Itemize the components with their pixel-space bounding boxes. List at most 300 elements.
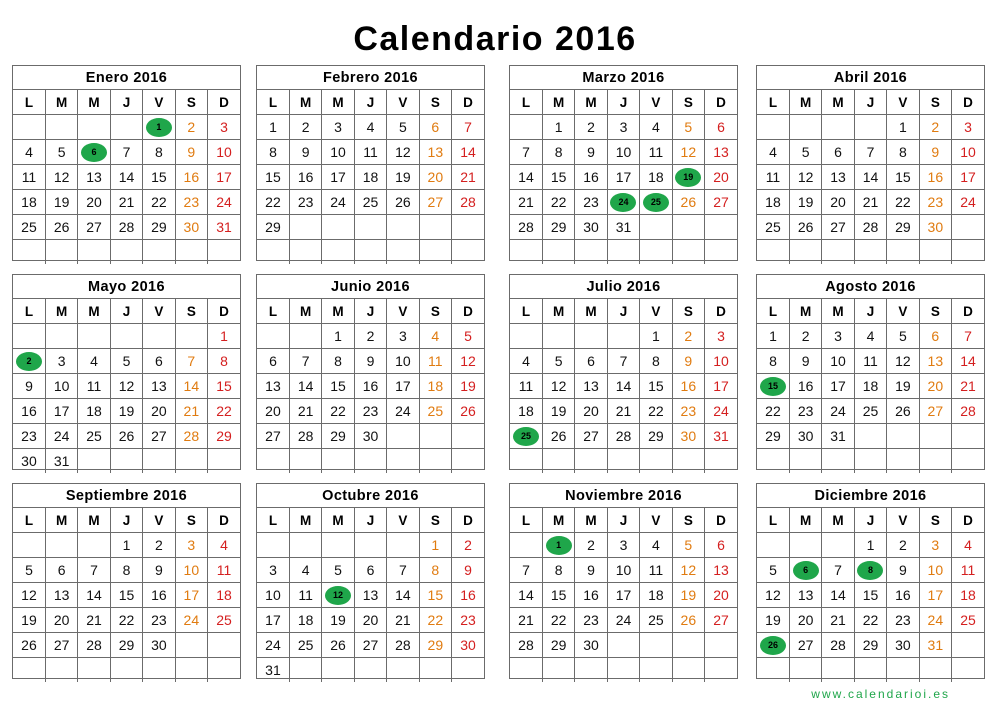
month-block (256, 65, 485, 261)
weekday-header: V (387, 90, 419, 115)
weekday-header: V (387, 508, 419, 533)
holiday-marker: 6 (81, 143, 107, 162)
day-cell (452, 658, 484, 683)
month-table (257, 508, 484, 682)
day-cell: 17 (705, 374, 737, 399)
day-cell: 2 (887, 533, 919, 558)
page-title: Calendario 2016 (353, 20, 637, 58)
month-block (256, 483, 485, 679)
week-row (257, 374, 484, 399)
day-cell: 22 (757, 399, 789, 424)
day-cell: 18 (78, 399, 110, 424)
day-cell: 18 (13, 190, 45, 215)
day-cell (419, 240, 451, 265)
day-cell (143, 115, 175, 140)
day-cell: 1 (110, 533, 142, 558)
day-cell (289, 324, 321, 349)
day-cell (789, 658, 821, 683)
day-cell: 28 (387, 633, 419, 658)
day-cell (45, 240, 77, 265)
day-cell (789, 449, 821, 474)
month-block (756, 65, 985, 261)
weekday-header: J (607, 299, 639, 324)
day-cell: 14 (854, 165, 886, 190)
day-cell: 19 (757, 608, 789, 633)
day-cell: 3 (322, 115, 354, 140)
week-row (757, 374, 984, 399)
day-cell: 15 (542, 583, 574, 608)
day-cell (757, 240, 789, 265)
day-cell: 25 (757, 215, 789, 240)
day-cell (640, 240, 672, 265)
month-name: Diciembre 2016 (757, 484, 984, 508)
day-cell: 6 (419, 115, 451, 140)
week-row (257, 140, 484, 165)
day-cell (322, 583, 354, 608)
day-cell (542, 240, 574, 265)
day-cell (854, 240, 886, 265)
day-cell: 6 (354, 558, 386, 583)
week-row (13, 399, 240, 424)
day-cell: 30 (452, 633, 484, 658)
day-cell: 14 (607, 374, 639, 399)
weekday-header: D (952, 299, 984, 324)
day-cell: 22 (640, 399, 672, 424)
month-name: Febrero 2016 (257, 66, 484, 90)
month-table (13, 90, 240, 264)
week-row (510, 608, 737, 633)
day-cell: 25 (13, 215, 45, 240)
day-cell (208, 658, 240, 683)
day-cell: 23 (143, 608, 175, 633)
month-name: Octubre 2016 (257, 484, 484, 508)
week-row (510, 399, 737, 424)
day-cell: 14 (110, 165, 142, 190)
day-cell (757, 658, 789, 683)
day-cell: 26 (45, 215, 77, 240)
week-row (13, 190, 240, 215)
day-cell: 14 (387, 583, 419, 608)
weekday-header: J (854, 299, 886, 324)
day-cell (143, 658, 175, 683)
week-row (257, 165, 484, 190)
month-name: Abril 2016 (757, 66, 984, 90)
day-cell: 18 (952, 583, 984, 608)
holiday-marker: 15 (760, 377, 786, 396)
day-cell (822, 658, 854, 683)
day-cell: 5 (542, 349, 574, 374)
day-cell: 19 (322, 608, 354, 633)
day-cell: 7 (175, 349, 207, 374)
holiday-marker: 6 (793, 561, 819, 580)
day-cell (143, 449, 175, 474)
day-cell (575, 240, 607, 265)
day-cell (607, 240, 639, 265)
day-cell (510, 449, 542, 474)
day-cell: 21 (510, 190, 542, 215)
month-table (510, 508, 737, 682)
day-cell: 13 (575, 374, 607, 399)
weekday-header: D (452, 90, 484, 115)
day-cell: 7 (289, 349, 321, 374)
month-table (257, 299, 484, 473)
day-cell: 20 (354, 608, 386, 633)
day-cell: 12 (887, 349, 919, 374)
day-cell (510, 324, 542, 349)
weekday-header: D (208, 299, 240, 324)
week-row (257, 608, 484, 633)
weekday-header: V (640, 90, 672, 115)
holiday-marker: 26 (760, 636, 786, 655)
day-cell: 7 (510, 558, 542, 583)
day-cell: 22 (542, 608, 574, 633)
day-cell: 24 (175, 608, 207, 633)
day-cell: 6 (257, 349, 289, 374)
day-cell (854, 658, 886, 683)
day-cell: 24 (208, 190, 240, 215)
day-cell: 5 (322, 558, 354, 583)
day-cell: 14 (452, 140, 484, 165)
day-cell: 10 (705, 349, 737, 374)
week-row (257, 190, 484, 215)
weekday-header: M (542, 508, 574, 533)
weekday-header: L (757, 90, 789, 115)
day-cell: 29 (887, 215, 919, 240)
day-cell: 3 (175, 533, 207, 558)
day-cell (854, 558, 886, 583)
week-row (510, 658, 737, 683)
day-cell (110, 324, 142, 349)
day-cell: 31 (257, 658, 289, 683)
day-cell (575, 324, 607, 349)
day-cell (45, 115, 77, 140)
day-cell: 21 (452, 165, 484, 190)
holiday-marker: 1 (146, 118, 172, 137)
week-row (510, 349, 737, 374)
day-cell (952, 424, 984, 449)
day-cell: 13 (257, 374, 289, 399)
day-cell: 28 (510, 633, 542, 658)
week-row (13, 608, 240, 633)
day-cell: 17 (175, 583, 207, 608)
day-cell: 6 (143, 349, 175, 374)
weekday-header: D (705, 508, 737, 533)
day-cell: 16 (452, 583, 484, 608)
day-cell: 25 (952, 608, 984, 633)
day-cell (387, 215, 419, 240)
day-cell: 3 (387, 324, 419, 349)
day-cell: 24 (705, 399, 737, 424)
week-row (757, 215, 984, 240)
week-row (757, 349, 984, 374)
day-cell: 19 (887, 374, 919, 399)
day-cell: 6 (45, 558, 77, 583)
day-cell (208, 240, 240, 265)
day-cell (822, 240, 854, 265)
day-cell: 18 (757, 190, 789, 215)
weekday-header: S (419, 508, 451, 533)
day-cell: 11 (640, 558, 672, 583)
day-cell: 3 (208, 115, 240, 140)
day-cell: 8 (887, 140, 919, 165)
day-cell: 10 (952, 140, 984, 165)
day-cell: 29 (208, 424, 240, 449)
day-cell (887, 658, 919, 683)
day-cell: 16 (887, 583, 919, 608)
day-cell: 20 (789, 608, 821, 633)
weekday-header: V (640, 299, 672, 324)
day-cell: 3 (45, 349, 77, 374)
day-cell (13, 240, 45, 265)
week-row (510, 215, 737, 240)
day-cell: 22 (257, 190, 289, 215)
day-cell: 30 (143, 633, 175, 658)
weekday-header: L (757, 508, 789, 533)
day-cell (510, 240, 542, 265)
day-cell: 4 (13, 140, 45, 165)
weekday-header: S (672, 90, 704, 115)
day-cell (452, 215, 484, 240)
day-cell (322, 533, 354, 558)
holiday-marker: 24 (610, 193, 636, 212)
day-cell: 27 (789, 633, 821, 658)
day-cell: 23 (919, 190, 951, 215)
day-cell (110, 658, 142, 683)
day-cell: 11 (757, 165, 789, 190)
day-cell: 24 (919, 608, 951, 633)
day-cell: 5 (789, 140, 821, 165)
day-cell (607, 449, 639, 474)
week-row (13, 449, 240, 474)
month-block (509, 65, 738, 261)
day-cell: 29 (143, 215, 175, 240)
day-cell: 21 (854, 190, 886, 215)
day-cell: 1 (887, 115, 919, 140)
day-cell: 13 (78, 165, 110, 190)
day-cell: 13 (822, 165, 854, 190)
day-cell (542, 449, 574, 474)
day-cell: 23 (452, 608, 484, 633)
weekday-header: J (354, 90, 386, 115)
day-cell: 10 (208, 140, 240, 165)
weekday-header: M (575, 508, 607, 533)
weekday-header: V (887, 508, 919, 533)
day-cell: 9 (575, 140, 607, 165)
day-cell: 21 (175, 399, 207, 424)
day-cell: 8 (257, 140, 289, 165)
weekday-header: M (822, 299, 854, 324)
weekday-header: M (322, 299, 354, 324)
day-cell (672, 658, 704, 683)
day-cell: 8 (143, 140, 175, 165)
weekday-header: S (419, 90, 451, 115)
weekday-header: J (854, 508, 886, 533)
day-cell (510, 115, 542, 140)
day-cell: 1 (542, 115, 574, 140)
day-cell (952, 633, 984, 658)
day-cell: 7 (952, 324, 984, 349)
day-cell: 4 (640, 115, 672, 140)
day-cell: 3 (607, 115, 639, 140)
day-cell: 30 (354, 424, 386, 449)
week-row (13, 633, 240, 658)
weekday-header: M (789, 508, 821, 533)
weekday-header: V (640, 508, 672, 533)
day-cell: 24 (322, 190, 354, 215)
day-cell (919, 449, 951, 474)
day-cell: 29 (419, 633, 451, 658)
day-cell: 13 (919, 349, 951, 374)
week-row (757, 583, 984, 608)
day-cell (510, 658, 542, 683)
day-cell: 29 (542, 215, 574, 240)
day-cell: 28 (452, 190, 484, 215)
day-cell: 11 (419, 349, 451, 374)
day-cell: 14 (822, 583, 854, 608)
month-name: Agosto 2016 (757, 275, 984, 299)
day-cell (78, 240, 110, 265)
day-cell: 4 (354, 115, 386, 140)
day-cell: 16 (289, 165, 321, 190)
day-cell: 24 (387, 399, 419, 424)
day-cell (143, 240, 175, 265)
month-name: Mayo 2016 (13, 275, 240, 299)
month-name: Julio 2016 (510, 275, 737, 299)
day-cell: 4 (419, 324, 451, 349)
day-cell (354, 215, 386, 240)
day-cell: 11 (952, 558, 984, 583)
day-cell: 4 (289, 558, 321, 583)
day-cell: 8 (542, 140, 574, 165)
day-cell: 22 (208, 399, 240, 424)
day-cell: 24 (822, 399, 854, 424)
day-cell (78, 658, 110, 683)
weekday-header: J (607, 90, 639, 115)
week-row (257, 533, 484, 558)
day-cell: 13 (143, 374, 175, 399)
day-cell: 11 (510, 374, 542, 399)
day-cell: 20 (419, 165, 451, 190)
day-cell: 13 (45, 583, 77, 608)
day-cell: 9 (575, 558, 607, 583)
weekday-header: V (887, 299, 919, 324)
day-cell: 26 (110, 424, 142, 449)
month-table (757, 90, 984, 264)
day-cell: 9 (887, 558, 919, 583)
day-cell: 14 (175, 374, 207, 399)
day-cell: 10 (919, 558, 951, 583)
day-cell (887, 240, 919, 265)
day-cell (919, 424, 951, 449)
day-cell: 10 (322, 140, 354, 165)
week-row (757, 533, 984, 558)
day-cell: 5 (387, 115, 419, 140)
month-block (256, 274, 485, 470)
day-cell: 7 (822, 558, 854, 583)
day-cell (387, 658, 419, 683)
weekday-header: L (13, 508, 45, 533)
day-cell (452, 240, 484, 265)
weekday-header: M (45, 90, 77, 115)
week-row (757, 424, 984, 449)
day-cell: 6 (919, 324, 951, 349)
weekday-header: S (175, 508, 207, 533)
day-cell: 28 (854, 215, 886, 240)
day-cell: 28 (175, 424, 207, 449)
day-cell: 12 (542, 374, 574, 399)
month-name: Junio 2016 (257, 275, 484, 299)
day-cell: 4 (854, 324, 886, 349)
day-cell: 28 (289, 424, 321, 449)
day-cell: 13 (705, 558, 737, 583)
weekday-header: M (78, 90, 110, 115)
day-cell: 9 (452, 558, 484, 583)
day-cell: 10 (822, 349, 854, 374)
day-cell: 20 (45, 608, 77, 633)
week-row (13, 324, 240, 349)
month-table (13, 299, 240, 473)
week-row (757, 608, 984, 633)
day-cell: 26 (672, 190, 704, 215)
day-cell (13, 658, 45, 683)
day-cell (419, 215, 451, 240)
day-cell: 21 (289, 399, 321, 424)
day-cell: 15 (257, 165, 289, 190)
day-cell: 25 (854, 399, 886, 424)
weekday-header: D (952, 90, 984, 115)
day-cell: 5 (672, 115, 704, 140)
day-cell (387, 533, 419, 558)
day-cell (640, 449, 672, 474)
week-row (757, 633, 984, 658)
day-cell (757, 115, 789, 140)
day-cell (789, 558, 821, 583)
weekday-header: M (575, 299, 607, 324)
day-cell: 28 (510, 215, 542, 240)
week-row (510, 633, 737, 658)
week-row (13, 215, 240, 240)
day-cell (257, 240, 289, 265)
weekday-header: S (175, 299, 207, 324)
day-cell (143, 324, 175, 349)
weekday-header: V (143, 299, 175, 324)
day-cell: 15 (322, 374, 354, 399)
day-cell: 1 (757, 324, 789, 349)
day-cell: 15 (110, 583, 142, 608)
day-cell: 4 (952, 533, 984, 558)
day-cell: 9 (13, 374, 45, 399)
day-cell (542, 324, 574, 349)
day-cell (322, 215, 354, 240)
day-cell: 18 (854, 374, 886, 399)
day-cell: 26 (672, 608, 704, 633)
day-cell: 4 (640, 533, 672, 558)
day-cell: 30 (575, 215, 607, 240)
day-cell (705, 240, 737, 265)
day-cell: 12 (452, 349, 484, 374)
week-row (757, 324, 984, 349)
weekday-header: L (510, 90, 542, 115)
day-cell (672, 240, 704, 265)
day-cell: 18 (289, 608, 321, 633)
weekday-header: M (542, 90, 574, 115)
day-cell (672, 165, 704, 190)
day-cell: 8 (322, 349, 354, 374)
day-cell (672, 215, 704, 240)
day-cell (757, 374, 789, 399)
day-cell: 27 (705, 608, 737, 633)
month-name: Marzo 2016 (510, 66, 737, 90)
